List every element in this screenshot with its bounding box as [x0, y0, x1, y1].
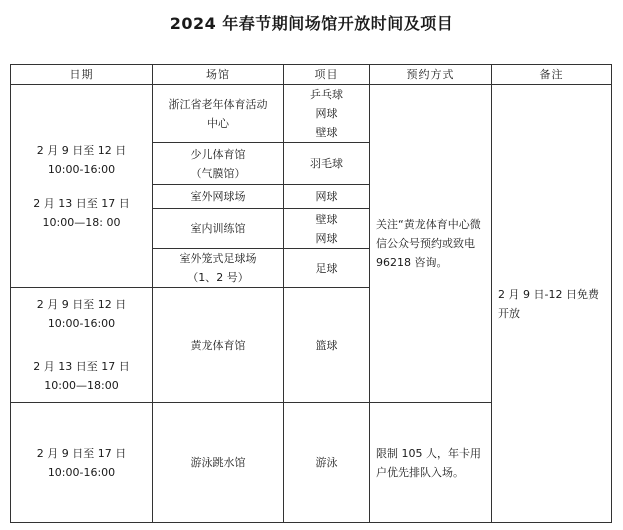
item-line: 足球: [315, 261, 338, 275]
venue-name-line: 浙江省老年体育活动: [168, 97, 268, 111]
venue-name-line: （1、2 号）: [187, 271, 249, 284]
date-cell: [11, 288, 153, 403]
header-venue: 场馆: [153, 65, 284, 85]
date-range: 2 月 13 日至 17 日: [33, 360, 130, 373]
date-range: 2 月 9 日至 12 日: [36, 143, 127, 157]
item-line: 网球: [315, 190, 338, 203]
date-cell: [11, 85, 153, 288]
item-cell: [284, 209, 370, 249]
date-range: 2 月 13 日至 17 日: [33, 196, 130, 210]
item-line: 篮球: [315, 338, 338, 352]
venue-name-line: 黄龙体育馆: [190, 338, 246, 352]
venue-name-line: 游泳跳水馆: [190, 456, 246, 469]
booking-text: 限制 105 人，年卡用户优先排队入场。: [376, 446, 481, 479]
date-cell: [11, 403, 153, 523]
item-cell: [284, 185, 370, 209]
item-cell: [284, 85, 370, 143]
venue-name-line: 室外笼式足球场: [179, 252, 257, 265]
time-range: 10:00-16:00: [47, 465, 116, 479]
venue-name-line: 室内训练馆: [190, 222, 246, 235]
header-item: 项目: [284, 65, 370, 85]
venue-cell: [153, 288, 284, 403]
page-title: 2024 年春节期间场馆开放时间及项目: [169, 14, 454, 33]
schedule-table: [10, 64, 612, 523]
venue-cell: [153, 85, 284, 143]
venue-cell: [153, 209, 284, 249]
date-range: 2 月 9 日至 17 日: [36, 446, 127, 460]
venue-cell: [153, 249, 284, 288]
header-remark: 备注: [492, 65, 612, 85]
header-row: [11, 65, 612, 85]
item-cell: [284, 249, 370, 288]
time-range: 10:00—18: 00: [42, 215, 121, 229]
table-row: [11, 85, 612, 143]
booking-cell: [370, 85, 492, 403]
venue-cell: [153, 185, 284, 209]
item-line: 壁球: [315, 212, 338, 226]
venue-name-line: 少儿体育馆: [190, 147, 246, 161]
item-cell: [284, 288, 370, 403]
time-range: 10:00-16:00: [47, 317, 116, 330]
item-cell: [284, 143, 370, 185]
item-line: 壁球: [315, 126, 338, 139]
item-line: 网球: [315, 107, 338, 120]
remark-cell: [492, 85, 612, 523]
venue-cell: [153, 143, 284, 185]
item-cell: [284, 403, 370, 523]
remark-text: 2 月 9 日-12 日免费开放: [498, 287, 599, 320]
header-date: 日期: [11, 65, 153, 85]
venue-cell: [153, 403, 284, 523]
date-range: 2 月 9 日至 12 日: [36, 298, 127, 311]
venue-name-line: 室外网球场: [190, 190, 246, 203]
item-line: 游泳: [315, 456, 338, 469]
venue-name-line: （气膜馆）: [190, 166, 246, 180]
item-line: 网球: [315, 231, 338, 245]
booking-text: 关注“黄龙体育中心微信公众号预约或致电 96218 咨询。: [376, 218, 481, 269]
item-line: 乒乓球: [310, 88, 343, 101]
time-range: 10:00—18:00: [44, 379, 119, 392]
time-range: 10:00-16:00: [47, 162, 116, 176]
booking-cell: [370, 403, 492, 523]
item-line: 羽毛球: [310, 157, 343, 170]
venue-name-line: 中心: [207, 116, 229, 130]
header-booking: 预约方式: [370, 65, 492, 85]
